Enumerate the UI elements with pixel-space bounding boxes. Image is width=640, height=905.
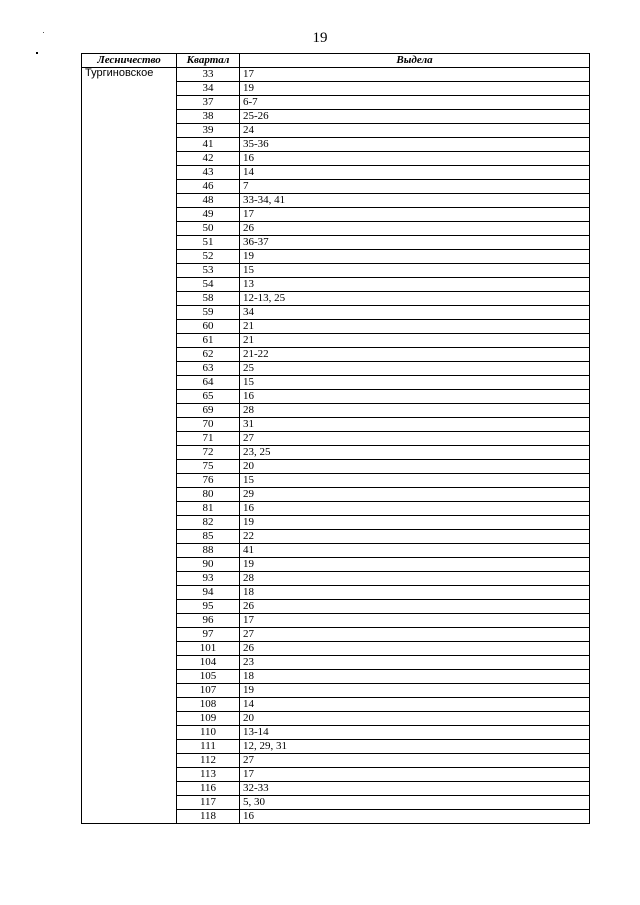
- allotment-cell: 19: [240, 516, 590, 530]
- quarter-cell: 101: [177, 642, 240, 656]
- quarter-cell: 38: [177, 110, 240, 124]
- allotment-cell: 17: [240, 68, 590, 82]
- quarter-cell: 75: [177, 460, 240, 474]
- allotment-cell: 18: [240, 670, 590, 684]
- quarter-cell: 46: [177, 180, 240, 194]
- quarter-cell: 72: [177, 446, 240, 460]
- allotment-cell: 16: [240, 810, 590, 824]
- allotment-cell: 23, 25: [240, 446, 590, 460]
- quarter-cell: 93: [177, 572, 240, 586]
- quarter-cell: 64: [177, 376, 240, 390]
- allotment-cell: 34: [240, 306, 590, 320]
- quarter-cell: 37: [177, 96, 240, 110]
- allotment-cell: 19: [240, 250, 590, 264]
- header-allotments: Выдела: [240, 54, 590, 68]
- allotment-cell: 14: [240, 698, 590, 712]
- quarter-cell: 70: [177, 418, 240, 432]
- quarter-cell: 76: [177, 474, 240, 488]
- quarter-cell: 34: [177, 82, 240, 96]
- allotment-cell: 23: [240, 656, 590, 670]
- allotment-cell: 18: [240, 586, 590, 600]
- allotment-cell: 13: [240, 278, 590, 292]
- quarter-cell: 105: [177, 670, 240, 684]
- allotment-cell: 12-13, 25: [240, 292, 590, 306]
- allotment-cell: 29: [240, 488, 590, 502]
- quarter-cell: 65: [177, 390, 240, 404]
- forest-allotment-table: [81, 53, 590, 824]
- allotment-cell: 12, 29, 31: [240, 740, 590, 754]
- allotment-cell: 28: [240, 404, 590, 418]
- header-forestry: Лесничество: [82, 54, 177, 68]
- quarter-cell: 111: [177, 740, 240, 754]
- allotment-cell: 26: [240, 642, 590, 656]
- allotment-cell: 20: [240, 712, 590, 726]
- allotment-cell: 16: [240, 390, 590, 404]
- page-number: 19: [312, 30, 328, 46]
- table-row: [82, 68, 590, 82]
- quarter-cell: 58: [177, 292, 240, 306]
- allotment-cell: 22: [240, 530, 590, 544]
- table-header-row: [82, 54, 590, 68]
- quarter-cell: 71: [177, 432, 240, 446]
- allotment-cell: 5, 30: [240, 796, 590, 810]
- quarter-cell: 54: [177, 278, 240, 292]
- allotment-cell: 41: [240, 544, 590, 558]
- allotment-cell: 27: [240, 628, 590, 642]
- allotment-cell: 17: [240, 208, 590, 222]
- quarter-cell: 41: [177, 138, 240, 152]
- allotment-cell: 21: [240, 334, 590, 348]
- allotment-cell: 32-33: [240, 782, 590, 796]
- quarter-cell: 39: [177, 124, 240, 138]
- allotment-cell: 26: [240, 600, 590, 614]
- scan-speck: [36, 52, 38, 54]
- allotment-cell: 16: [240, 502, 590, 516]
- quarter-cell: 42: [177, 152, 240, 166]
- quarter-cell: 50: [177, 222, 240, 236]
- quarter-cell: 113: [177, 768, 240, 782]
- allotment-cell: 19: [240, 82, 590, 96]
- allotment-cell: 20: [240, 460, 590, 474]
- quarter-cell: 53: [177, 264, 240, 278]
- allotment-cell: 27: [240, 432, 590, 446]
- quarter-cell: 59: [177, 306, 240, 320]
- quarter-cell: 90: [177, 558, 240, 572]
- quarter-cell: 88: [177, 544, 240, 558]
- quarter-cell: 85: [177, 530, 240, 544]
- quarter-cell: 61: [177, 334, 240, 348]
- allotment-cell: 25-26: [240, 110, 590, 124]
- quarter-cell: 107: [177, 684, 240, 698]
- allotment-cell: 15: [240, 474, 590, 488]
- quarter-cell: 43: [177, 166, 240, 180]
- quarter-cell: 33: [177, 68, 240, 82]
- quarter-cell: 62: [177, 348, 240, 362]
- allotment-cell: 13-14: [240, 726, 590, 740]
- quarter-cell: 49: [177, 208, 240, 222]
- quarter-cell: 97: [177, 628, 240, 642]
- allotment-cell: 6-7: [240, 96, 590, 110]
- allotment-cell: 21-22: [240, 348, 590, 362]
- quarter-cell: 51: [177, 236, 240, 250]
- quarter-cell: 118: [177, 810, 240, 824]
- allotment-cell: 16: [240, 152, 590, 166]
- allotment-cell: 14: [240, 166, 590, 180]
- allotment-cell: 26: [240, 222, 590, 236]
- quarter-cell: 48: [177, 194, 240, 208]
- quarter-cell: 69: [177, 404, 240, 418]
- allotment-cell: 15: [240, 376, 590, 390]
- allotment-cell: 25: [240, 362, 590, 376]
- allotment-cell: 19: [240, 684, 590, 698]
- allotment-cell: 19: [240, 558, 590, 572]
- quarter-cell: 63: [177, 362, 240, 376]
- allotment-cell: 24: [240, 124, 590, 138]
- allotment-cell: 36-37: [240, 236, 590, 250]
- quarter-cell: 81: [177, 502, 240, 516]
- quarter-cell: 116: [177, 782, 240, 796]
- quarter-cell: 112: [177, 754, 240, 768]
- quarter-cell: 110: [177, 726, 240, 740]
- quarter-cell: 117: [177, 796, 240, 810]
- allotment-cell: 21: [240, 320, 590, 334]
- allotment-cell: 7: [240, 180, 590, 194]
- quarter-cell: 80: [177, 488, 240, 502]
- quarter-cell: 95: [177, 600, 240, 614]
- allotment-cell: 15: [240, 264, 590, 278]
- allotment-cell: 17: [240, 614, 590, 628]
- table-body: [82, 68, 590, 824]
- allotment-cell: 35-36: [240, 138, 590, 152]
- quarter-cell: 104: [177, 656, 240, 670]
- quarter-cell: 108: [177, 698, 240, 712]
- quarter-cell: 60: [177, 320, 240, 334]
- quarter-cell: 52: [177, 250, 240, 264]
- allotment-cell: 28: [240, 572, 590, 586]
- allotment-cell: 33-34, 41: [240, 194, 590, 208]
- header-quarter: Квартал: [177, 54, 240, 68]
- quarter-cell: 109: [177, 712, 240, 726]
- allotment-cell: 17: [240, 768, 590, 782]
- forestry-name: Тургиновское: [82, 68, 177, 824]
- allotment-cell: 27: [240, 754, 590, 768]
- quarter-cell: 82: [177, 516, 240, 530]
- allotment-cell: 31: [240, 418, 590, 432]
- quarter-cell: 96: [177, 614, 240, 628]
- quarter-cell: 94: [177, 586, 240, 600]
